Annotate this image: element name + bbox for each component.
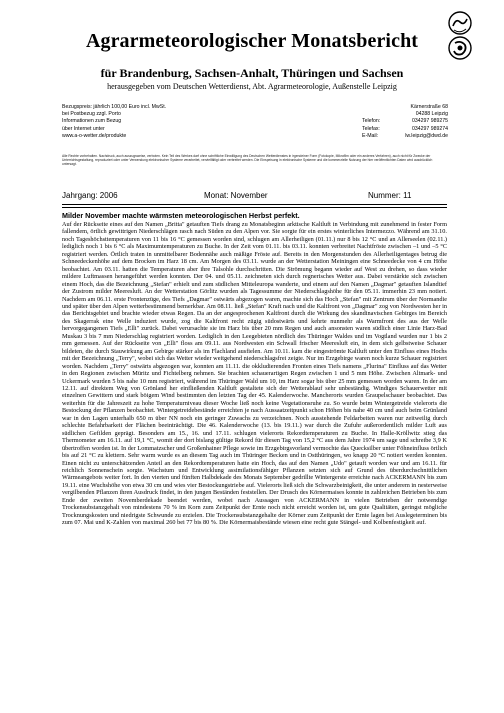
phone-label: Telefon: <box>362 118 381 125</box>
postage-line: bei Postbezug zzgl. Porto <box>62 111 121 118</box>
article-body: Auf der Rückseite eines auf den Namen „Britta" getauften Tiefs drang zu Monatsbeginn arktische Kaltluft in Verbindung mit zunehmend in fester Form fallendem, örtlich gewittrigen Niederschlägen rasch nach Süden zu den Alpen vor. Sie sorgte für ein erstes winterliches Intermezzo. Während am 31.10. noch Tageshöchsttemperaturen von 11 bis 16 °C gemessen worden sind, schlugen am Allerheiligen (01.11.) nur 8 bis 12 °C und an Allerseelen (02.11.) lediglich noch 1 bis 6 °C als Maximumtemperaturen zu Buche. In der Zeit vom 01.11. bis 03.11. konnten verbreitet Nachtfröste zwischen –1 und –5 °C registriert werden. Örtlich traten in unmittelbarer Bodennähe auch mäßige Fröste auf. Bereits in den Morgenstunden des Allerheiligentages betrug die Schneedeckenhöhe auf dem Brocken im Harz 18 cm. Am Morgen des 03.11. wurde an der Wetterstation Meiningen eine Schneedecke von 4 cm Höhe beobachtet. Am 03.11. hatten die Temperaturen aber ihre Talsohle durchschritten. Die Strömung begann wieder auf West zu drehen, so dass wieder mildere Luftmassen herangeführt werden konnten. Der 04. und 05.11. zeichneten sich durch regnerisches Wetter aus. Dabei verstärkte sich zwischen einem Hoch, das die Bezeichnung „Stefan" erhielt und zum südlichen Mitteleuropa wanderte, und einem auf den Namen „Dagmar" getauften Islandtief der Zustrom milder Meeresluft. An der Wetterstation Görlitz wurden als Tagessumme der Niederschlagshöhe für den 05.11. immerhin 23 mm notiert. Nachdem am 06.11. erste Frontenzüge, des Tiefs „Dagmar" ostwärts abgezogen waren, machte sich das Hoch „Stefan" mit Zentrum über der Normandie und später über den Alpen wetterbestimmend bemerkbar. Am 08.11. ließ „Stefan" Kraft nach und die Kaltfront von „Dagmar" zog von Nordwesten her in das Berichtsgebiet und brachte wieder etwas Regen. Da an der angesprochenen Kaltfront durch die Wirkung des skandinavischen Gebirges im Bereich des Skagerrak eine Welle induziert wurde, zog die Kaltfront recht zügig südostwärts und kehrte nunmehr als Warmfront des aus der Welle hervorgegangenen Tiefs „Elli" zurück. Dabei verursachte sie im Harz bis über 20 mm Regen und auch ansonsten waren südlich einer Linie Harz-Bad Muskau 3 bis 7 mm Niederschlag registriert worden. Lediglich in den Leegebieten nördlich des Thüringer Waldes und im Vogtland wurden nur 1 bis 2 mm gemessen. Auf der Rückseite von „Elli" floss am 09.11. aus Nordwesten ein Schwall frischer Meeresluft ein, in dem sich gelbstweise Schauer bildeten, die durch Stauwirkung am Gebirge stärker als im Flachland ausfielen. Am 10.11. kam die eingeströmte Kaltluft unter den Einfluss eines Hochs mit der Bezeichnung „Terry", wobei sich das Wetter wieder weitgehend niederschlagsfrei zeigte. Nur im Erzgebirge waren noch kurze Schauer registriert worden. Nachdem „Terry" ostwärts abgezogen war, konnten am 11.11. die okkludierenden Fronten eines Tiefs namens „Flurina" Einfluss auf das Wetter in den Regionen zwischen Müritz und Fichtelberg nehmen. Sie brachten schauerartigen Regen zwischen 1 und 5 mm Höhe. Zwischen Altmark- und Uckermark wurden 5 bis nahe 10 mm registriert, während im Thüringer Wald um 10, im Harz sogar bis über 25 mm gemessen worden waren. In der am 12.11. auf direktem Weg von Grönland her einfließenden Kaltluft gestaltete sich der Wetterablauf sehr unbeständig. Windiges Schauerwetter mit einzelnen Gewittern und stark böigem Wind bestimmten den letzten Tag der 45. Kalenderwoche. Mancherorts wurden Graupelschauer beobachtet. Das weiterhin für die Jahreszeit zu hohe Temperaturniveau dieser Woche ließ noch keine Vegetationsruhe zu. So wurde beim Wintergetreide vielerorts die Bestockung der Pflanzen beobachtet. Wintergetreidebestände erreichten je nach Aussaatzeitpunkt schon Höhen bis nahe 40 cm und auch beim Grünland war in den Lagen unterhalb 650 m über NN noch ein geringer Zuwachs zu verzeichnen. Noch ausstehende Feldarbeiten waren nur zeitweilig durch schlechte Befahrbarkeit der Flächen beeinträchtigt. Die 46. Kalenderwoche (13. bis 19.11.) war durch die Zufuhr außerordentlich milder Luft aus südlichen Gefilden geprägt. Besonders am 15., 16. und 17.11. schlugen vielerorts Rekordtemperaturen zu Buche. In Halle-Kröllwitz stieg das Thermometer am 16.11. auf 19,1 °C, womit der dort bislang gültige Rekord für diesen Tag von 15,2 °C aus dem Jahre 1974 um sage und schreibe 3,9 K übertroffen worden ist. In der Lommatzscher und Großenhainer Pflege sowie im Erzgebirgsvorland vermochte das Quecksilber unter Föhneinfluss örtlich bis auf 21 °C zu klettern. Sehr warm wurde es an diesem Tag auch im Thüringer Becken und in Ostthüringen, wo knapp 20 °C notiert werden konnten. Einen nicht zu unterschätzenden Anteil an den Rekordtemperaturen hatte ein Hoch, das auf den Namen „Udo" getauft worden war und am 16.11. für reichlich Sonnenschein sorgte. Wachstum und Entwicklung assimilationsfähiger Pflanzen setzten sich auf Grund des überdurchschnittlichen Wärmeangebots weiter fort. In den vierten und fünften Halbdekade des Monats September gedrillte Wintergerste erreichte nach ACKERMANN bis zum 19.11. eine Wuchshöhe von etwa 30 cm und wies vier Bestockungstriebe auf. Vielerorts ließ sich die Schwarzbeinigkeit, die unter anderem in nesterweise vergilbenden Pflanzen ihren Ausdruck findet, in den jungen Beständen feststellen. Der Drusch des Körnermaises konnte in zahlreichen Betrieben bis zum Ende der zweiten Novemberdekade beendet werden, wobei nach Aussagen von ACKERMANN in vielen Betrieben der notwendige Trockensubstanzgehalt von mindestens 70 % im Korn zum Zeitpunkt der Ernte noch nicht erreicht worden ist, um gute Qualitäten, geringst mögliche Trocknungskosten und niedrigste Schwunde zu erzielen. Die Trockensubstanzgehalte der Körner zum Zeitpunkt der Ernte lagen bei Auslegeterminen bis zum 07. Mai und K-Zahlen von maximal 260 bei 77 bis 80 %. Die Körnermaisbestände wiesen eine recht gute Stängel- und Kolbenfestigkeit auf. <box>62 221 447 527</box>
email-label: E-Mail: <box>362 132 379 139</box>
fax-value: 034297 989274 <box>411 125 448 132</box>
divider <box>62 204 447 205</box>
number-label: Nummer: 11 <box>368 191 412 200</box>
year-label: Jahrgang: 2006 <box>62 191 118 200</box>
divider <box>62 207 447 208</box>
dwd-logo-icon <box>442 10 478 66</box>
month-label: Monat: November <box>204 191 268 200</box>
fax-label: Telefax: <box>362 125 380 132</box>
info-heading: Informationen zum Bezug <box>62 118 122 125</box>
phone-value: 034297 989275 <box>411 118 448 125</box>
email-link[interactable]: lw.leipzig@dwd.de <box>405 132 448 139</box>
article-headline: Milder November machte wärmsten meteorologischen Herbst perfekt. <box>62 211 300 220</box>
website-link[interactable]: www.a-o-wetter.de/produkte <box>62 132 127 139</box>
page-subtitle: für Brandenburg, Sachsen-Anhalt, Thüringen und Sachsen <box>100 66 404 80</box>
publisher-line: herausgegeben vom Deutschen Wetterdienst, Abt. Agrarmeteorologie, Außenstelle Leipzig <box>107 82 397 91</box>
internet-line: über Internet unter <box>62 125 105 132</box>
page-title: Agrarmeteorologischer Monatsbericht <box>85 30 419 52</box>
price-line: Bezugspreis: jährlich 100,00 Euro incl. MwSt. <box>62 104 167 110</box>
city-address: 04288 Leipzig <box>415 111 448 118</box>
copyright-notice: Alle Rechte vorbehalten. Nachdruck, auch auszugsweise, verboten. Kein Teil des Werkes darf ohne schriftliche Einwilligung des Deutschen Wetterdienstes in irgendeiner Form (Fotokopie, Mikrofilm oder ein anderes Verfahren), auch nicht für Zwecke der Unterrichtsgestaltung, reproduziert oder unter Verwendung elektronischer Systeme verarbeitet, vervielfältigt oder verbreitet werden. Die Einspeisung in elektronische Systeme und die kommerzielle Nutzung der hier veröffentlichten Daten wird ausdrücklich untersagt. <box>62 154 433 167</box>
contact-info <box>362 104 448 140</box>
subscription-info <box>62 104 166 140</box>
street-address: Kärnerstraße 68 <box>410 104 448 110</box>
